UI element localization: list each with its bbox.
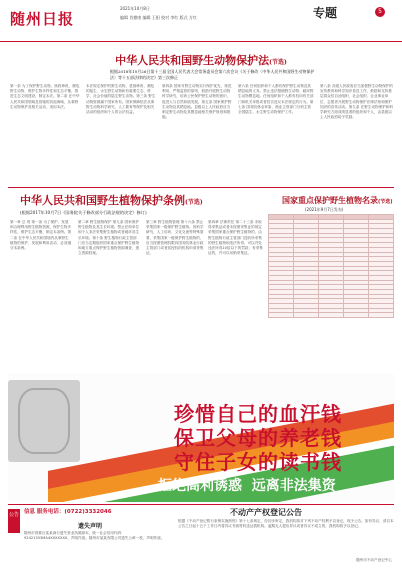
editors-line: 编辑 肖德康 编辑 王阳 校对 李红 版式 方红 (120, 15, 197, 20)
notice-badge: 公告 (8, 509, 20, 533)
ad-slogan-1: 珍惜自己的血汗钱 (174, 402, 342, 426)
plant-list-subtitle: (2021年9月7日发布) (305, 207, 344, 212)
notice-signature: 随州市不动产登记中心 (356, 558, 392, 562)
article2-column-2: 第二章 野生植物保护 第九条 国家保护野生植物及其生长环境。禁止任何单位和个人非法采集野生植物或者破坏其生长环境。第十条 野生植物行政主管部门应当定期组织国家重点保护野生植物和地方重点保护野生植物资源调查，建立资源档案。 (78, 220, 140, 256)
plant-list-table (268, 214, 394, 318)
ad-slogan-3: 守住子女的读书钱 (174, 450, 342, 474)
issue-date: 2021年10月8日 (120, 6, 150, 11)
table-cell (344, 313, 369, 318)
ad-bottom-slogan: 拒绝高利诱惑 远离非法集资 (158, 478, 336, 494)
article2-title: 中华人民共和国野生植物保护条例(节选) (20, 194, 203, 207)
section-name: 专题 (313, 6, 338, 20)
classified-ads (8, 507, 168, 565)
page-header (0, 0, 402, 42)
classified-title: 信息 服务电话：(0722)3332046 (24, 509, 112, 515)
anti-illegal-fundraising-ad (8, 374, 394, 502)
notice-text: 根据《不动产登记暂行条例实施细则》第十七条规定，经初步审定，我机构拟对下列不动产权利予以登记，现予公告。如有异议，请自本公告之日起十五个工作日内将异议书面材料送达我机构。逾期无人提出异议或者异议不成立的，我机构将予以登记。 (178, 519, 394, 529)
article1-subtitle: 根据2018年10月26日第十三届全国人民代表大会常务委员会第六次会议《关于修改〈中华人民共和国野生动物保护法〉等十五部法律的决定》第三次修正 (110, 69, 315, 80)
lost-notice-heading: 遗失声明 (78, 523, 103, 530)
section-divider (8, 187, 394, 188)
newspaper-masthead: 随州日报 (10, 10, 75, 28)
article1-title: 中华人民共和国野生动物保护法(节选) (115, 54, 287, 67)
footer-divider (8, 504, 394, 505)
ancient-coin-image (8, 380, 80, 462)
article1-column-2: 本法规定保护的野生动物，是指珍贵、濒危的陆生、水生野生动物和有重要生态、科学、社会价值的陆生野生动物。第三条 野生动物资源属于国家所有。国家保障依法从事野生动物科学研究、人工繁育等保护及相关活动的组织和个人的合法权益。 (86, 84, 156, 115)
article2-column-4: 第四章 法律责任 第二十三条 未取得采集证或者未按照采集证的规定采集国家重点保护野生植物的，由野生植物行政主管部门没收所采集的野生植物和违法所得，可以并处违法所得10倍以下的罚款；有采集证的，并可以吊销采集证。 (208, 220, 263, 256)
lost-notice-text: 随州市曾都区某某商行遗失营业执照副本，统一社会信用代码：92421303MA4XXXXXXX，声明作废。随州市某某有限公司遗失公章一枚，声明作废。 (24, 531, 165, 541)
plant-list-title: 国家重点保护野生植物名录(节选) (282, 196, 393, 205)
article1-column-4: 第六条 任何组织和个人都有保护野生动物及其栖息地的义务。禁止违法猎捕野生动物、破坏野生动物栖息地。任何组织和个人都有权向有关部门和机关举报或者控告违反本法规定的行为。第七条 国务院林业草原、渔业主管部门分别主管全国陆生、水生野生动物保护工作。 (238, 84, 314, 115)
article1-column-1: 第一条 为了保护野生动物，拯救珍贵、濒危野生动物，维护生物多样性和生态平衡，推进生态文明建设，制定本法。第二条 在中华人民共和国领域及管辖的其他海域，从事野生动物保护及相关活动，适用本法。 (10, 84, 80, 109)
article1-column-5: 第八条 各级人民政府应当加强野生动物保护的宣传教育和科学知识普及工作，鼓励和支持基层群众性自治组织、社会组织、企业事业单位、志愿者开展野生动物保护法律法规和保护知识的宣传活动。第九条 在野生动物保护和科学研究方面成绩显著的组织和个人，由县级以上人民政府给予奖励。 (320, 84, 394, 120)
article2-column-1: 第一章 总 则 第一条 为了保护、发展和合理利用野生植物资源，保护生物多样性，维护生态平衡，制定本条例。第二条 在中华人民共和国境内从事野生植物的保护、发展和利用活动，必须遵守本条例。 (10, 220, 72, 251)
article2-column-3: 第三章 野生植物管理 第十六条 禁止采集国家一级保护野生植物。因科学研究、人工培育、文化交流等特殊需要，采集国家一级保护野生植物的，应当按照管理权限向国务院林业行政主管部门或者其授权的机构申请采集证。 (146, 220, 204, 256)
table-row (269, 313, 394, 318)
article2-subtitle: (根据2017年10月7日《国务院关于修改部分行政法规的决定》修订) (20, 210, 147, 215)
page-number: 5 (375, 7, 385, 17)
table-cell (319, 313, 344, 318)
property-registration-notice (178, 507, 394, 565)
ad-slogan-2: 保卫父母的养老钱 (174, 426, 342, 450)
table-cell (369, 313, 394, 318)
notice-title: 不动产产权登记公告 (230, 507, 302, 517)
table-cell (269, 313, 294, 318)
table-cell (294, 313, 319, 318)
article1-column-3: 第四条 国家对野生动物实行保护优先、规范利用、严格监管的原则，鼓励开展野生动物科学研究，培育公民保护野生动物的意识，促进人与自然和谐发展。第五条 国家保护野生动物及其栖息地。县级以上人民政府应当制定野生动物及其栖息地相关保护规划和措施。 (162, 84, 232, 120)
